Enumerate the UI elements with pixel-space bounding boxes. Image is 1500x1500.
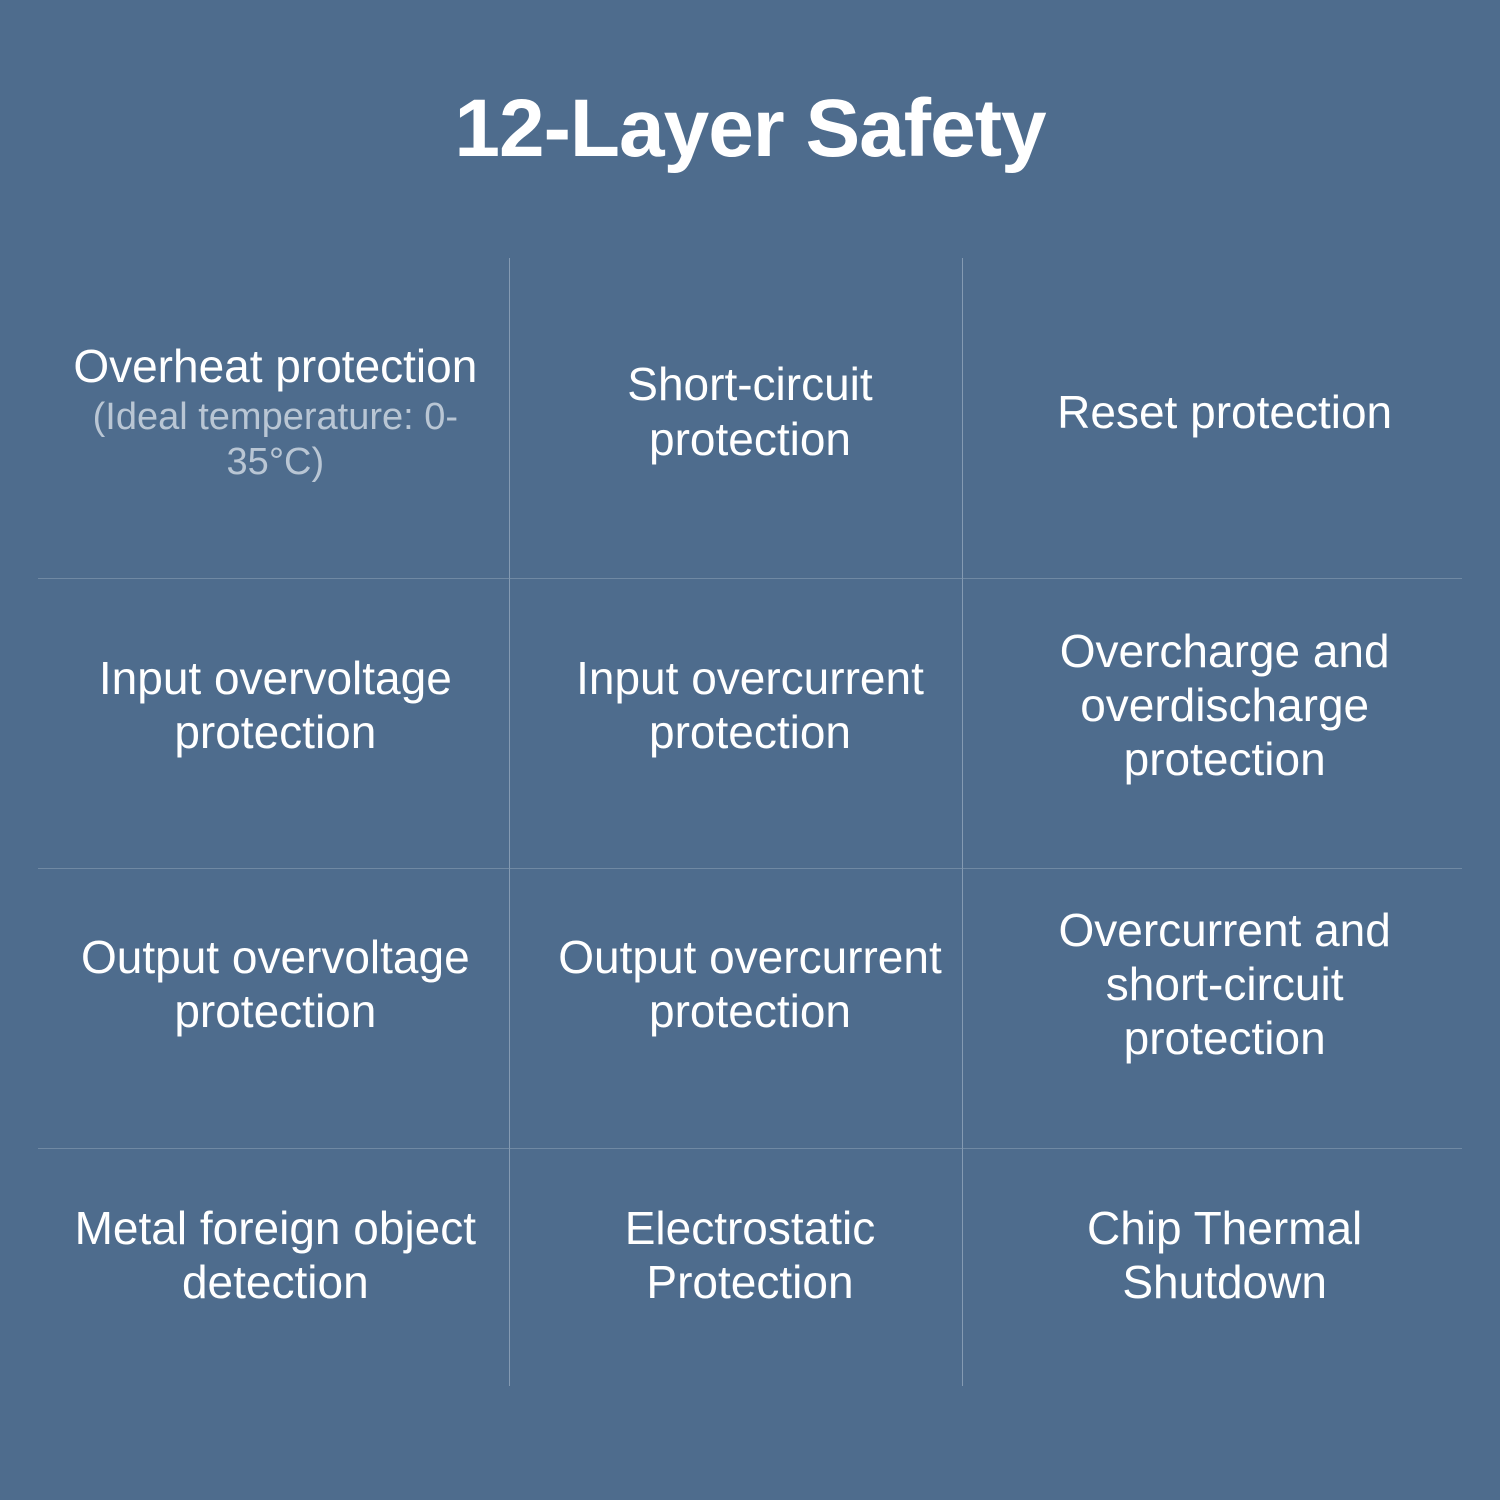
safety-feature-note: (Ideal temperature: 0-35°C): [92, 395, 459, 483]
safety-feature-label: Metal foreign object detection: [74, 1201, 477, 1308]
safety-feature-label: Reset protection: [1057, 385, 1393, 438]
safety-feature-cell: [987, 258, 1462, 565]
safety-features-grid: [38, 258, 1462, 1386]
safety-feature-label: Input overcurrent protection: [576, 651, 924, 758]
safety-feature-cell: [987, 1124, 1462, 1386]
safety-feature-label: Output overvoltage protection: [80, 930, 470, 1038]
safety-feature-label: Short-circuit protection: [627, 358, 873, 465]
safety-feature-cell: [38, 258, 513, 565]
safety-feature-label: Electrostatic Protection: [624, 1201, 876, 1308]
safety-feature-label: Chip Thermal Shutdown: [1087, 1201, 1363, 1308]
safety-feature-cell: [513, 845, 988, 1124]
safety-feature-label: Output overcurrent protection: [558, 930, 942, 1038]
safety-feature-cell: [38, 565, 513, 844]
safety-feature-label: Overcharge and overdischarge protection: [1059, 624, 1390, 786]
safety-feature-cell: [987, 845, 1462, 1124]
safety-feature-label: Overheat protection: [73, 339, 478, 392]
safety-feature-label: Overcurrent and short-circuit protection: [1058, 903, 1391, 1065]
safety-feature-cell: [513, 565, 988, 844]
safety-feature-cell: [513, 1124, 988, 1386]
page-title: 12-Layer Safety: [454, 83, 1046, 174]
safety-feature-cell: [987, 565, 1462, 844]
safety-feature-cell: [38, 1124, 513, 1386]
safety-feature-label: Input overvoltage protection: [98, 651, 452, 758]
safety-feature-cell: [38, 845, 513, 1124]
safety-feature-cell: [513, 258, 988, 565]
